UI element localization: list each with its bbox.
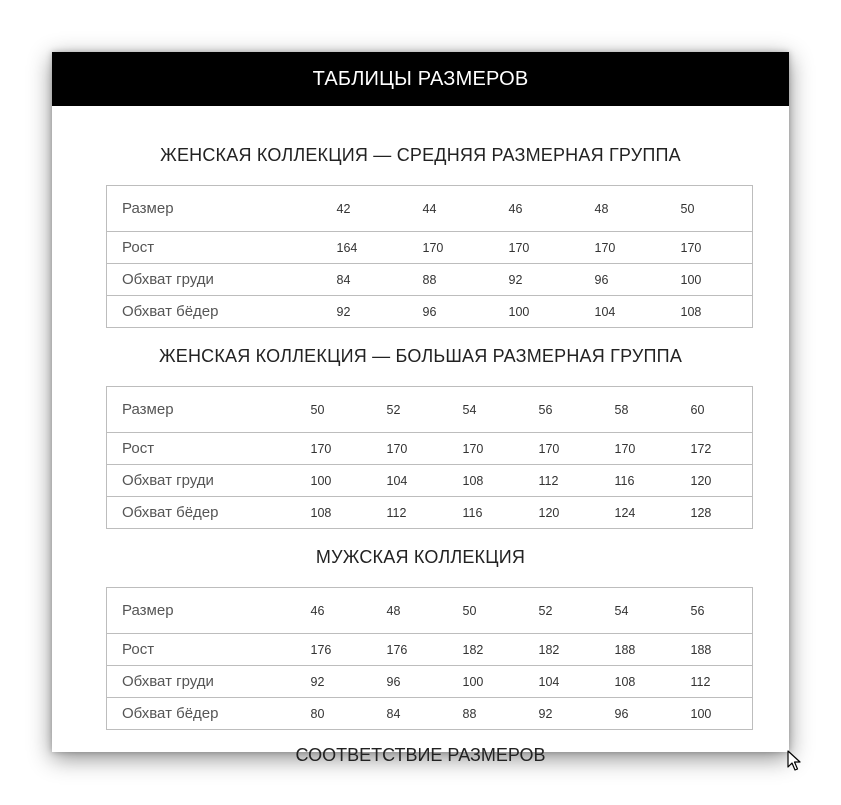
table-cell: 170: [463, 433, 539, 465]
table-cell: 170: [615, 433, 691, 465]
table-cell: 50: [680, 201, 695, 216]
dialog-title: ТАБЛИЦЫ РАЗМЕРОВ: [312, 67, 529, 90]
table-cell: 104: [595, 296, 681, 328]
section-title-men: МУЖСКАЯ КОЛЛЕКЦИЯ: [315, 547, 526, 567]
table-cell: 92: [509, 264, 595, 296]
table-row: [107, 588, 753, 634]
row-label: Рост: [107, 433, 311, 465]
table-row: [107, 264, 753, 296]
table-cell: 164: [337, 232, 423, 264]
table-cell: 100: [509, 296, 595, 328]
section-title-size-correspondence: СООТВЕТСТВИЕ РАЗМЕРОВ: [295, 745, 546, 765]
table-cell: 104: [539, 666, 615, 698]
table-cell: 48: [594, 201, 609, 216]
table-cell: 92: [311, 666, 387, 698]
table-row: [107, 433, 753, 465]
row-label: Рост: [107, 634, 311, 666]
table-cell: 54: [614, 603, 629, 618]
table-row: [107, 232, 753, 264]
table-cell: 188: [691, 634, 753, 666]
row-label: Обхват бёдер: [107, 296, 337, 328]
table-cell: 54: [462, 402, 477, 417]
table-cell: 170: [423, 232, 509, 264]
table-cell: 46: [310, 603, 325, 618]
table-cell: 116: [615, 465, 691, 497]
table-cell: 100: [463, 666, 539, 698]
table-cell: 88: [463, 698, 539, 730]
table-cell: 108: [615, 666, 691, 698]
table-cell: 170: [509, 232, 595, 264]
table-row: [107, 497, 753, 529]
table-cell: 100: [681, 264, 753, 296]
row-label: Обхват груди: [107, 465, 311, 497]
table-cell: 176: [387, 634, 463, 666]
table-cell: 120: [691, 465, 753, 497]
table-cell: 92: [539, 698, 615, 730]
row-label: Обхват бёдер: [107, 698, 311, 730]
table-cell: 170: [681, 232, 753, 264]
row-label: Обхват груди: [107, 666, 311, 698]
size-table-women-large: [106, 386, 753, 529]
table-cell: 42: [336, 201, 351, 216]
table-cell: 108: [311, 497, 387, 529]
table-cell: 52: [538, 603, 553, 618]
table-cell: 108: [463, 465, 539, 497]
table-cell: 46: [508, 201, 523, 216]
row-label: Рост: [107, 232, 337, 264]
table-row: [107, 186, 753, 232]
table-cell: 124: [615, 497, 691, 529]
table-cell: 112: [387, 497, 463, 529]
table-cell: 80: [311, 698, 387, 730]
table-cell: 170: [387, 433, 463, 465]
section-title-women-large: ЖЕНСКАЯ КОЛЛЕКЦИЯ — БОЛЬШАЯ РАЗМЕРНАЯ ГРУППА: [158, 346, 683, 366]
table-cell: 58: [614, 402, 629, 417]
table-cell: 52: [386, 402, 401, 417]
table-cell: 120: [539, 497, 615, 529]
table-cell: 56: [538, 402, 553, 417]
arrow-cursor-icon: [787, 750, 801, 772]
table-row: [107, 387, 753, 433]
table-cell: 108: [681, 296, 753, 328]
table-cell: 44: [422, 201, 437, 216]
table-cell: 100: [311, 465, 387, 497]
table-cell: 112: [691, 666, 753, 698]
size-charts-dialog: [52, 52, 789, 765]
table-cell: 182: [463, 634, 539, 666]
row-label: Обхват груди: [107, 264, 337, 296]
table-row: [107, 465, 753, 497]
table-cell: 50: [310, 402, 325, 417]
size-table-women-medium: [106, 185, 753, 328]
table-cell: 96: [423, 296, 509, 328]
table-cell: 170: [311, 433, 387, 465]
table-cell: 170: [539, 433, 615, 465]
table-cell: 100: [691, 698, 753, 730]
table-row: [107, 296, 753, 328]
table-cell: 56: [690, 603, 705, 618]
row-label: Обхват бёдер: [107, 497, 311, 529]
table-cell: 112: [539, 465, 615, 497]
table-row: [107, 666, 753, 698]
table-cell: 182: [539, 634, 615, 666]
size-table-men: [106, 587, 753, 730]
table-cell: 96: [615, 698, 691, 730]
table-cell: 88: [423, 264, 509, 296]
table-cell: 128: [691, 497, 753, 529]
table-cell: 176: [311, 634, 387, 666]
table-cell: 188: [615, 634, 691, 666]
table-cell: 84: [337, 264, 423, 296]
table-cell: 92: [337, 296, 423, 328]
table-cell: 104: [387, 465, 463, 497]
table-row: [107, 698, 753, 730]
section-title-women-medium: ЖЕНСКАЯ КОЛЛЕКЦИЯ — СРЕДНЯЯ РАЗМЕРНАЯ ГРУППА: [160, 145, 681, 165]
table-cell: 172: [691, 433, 753, 465]
table-cell: 170: [595, 232, 681, 264]
row-label: Размер: [122, 200, 174, 217]
table-cell: 48: [386, 603, 401, 618]
row-label: Размер: [122, 602, 174, 619]
table-cell: 60: [690, 402, 705, 417]
table-cell: 96: [595, 264, 681, 296]
table-cell: 84: [387, 698, 463, 730]
dialog-header: [52, 52, 789, 106]
row-label: Размер: [122, 401, 174, 418]
table-cell: 96: [387, 666, 463, 698]
table-cell: 116: [463, 497, 539, 529]
table-row: [107, 634, 753, 666]
table-cell: 50: [462, 603, 477, 618]
